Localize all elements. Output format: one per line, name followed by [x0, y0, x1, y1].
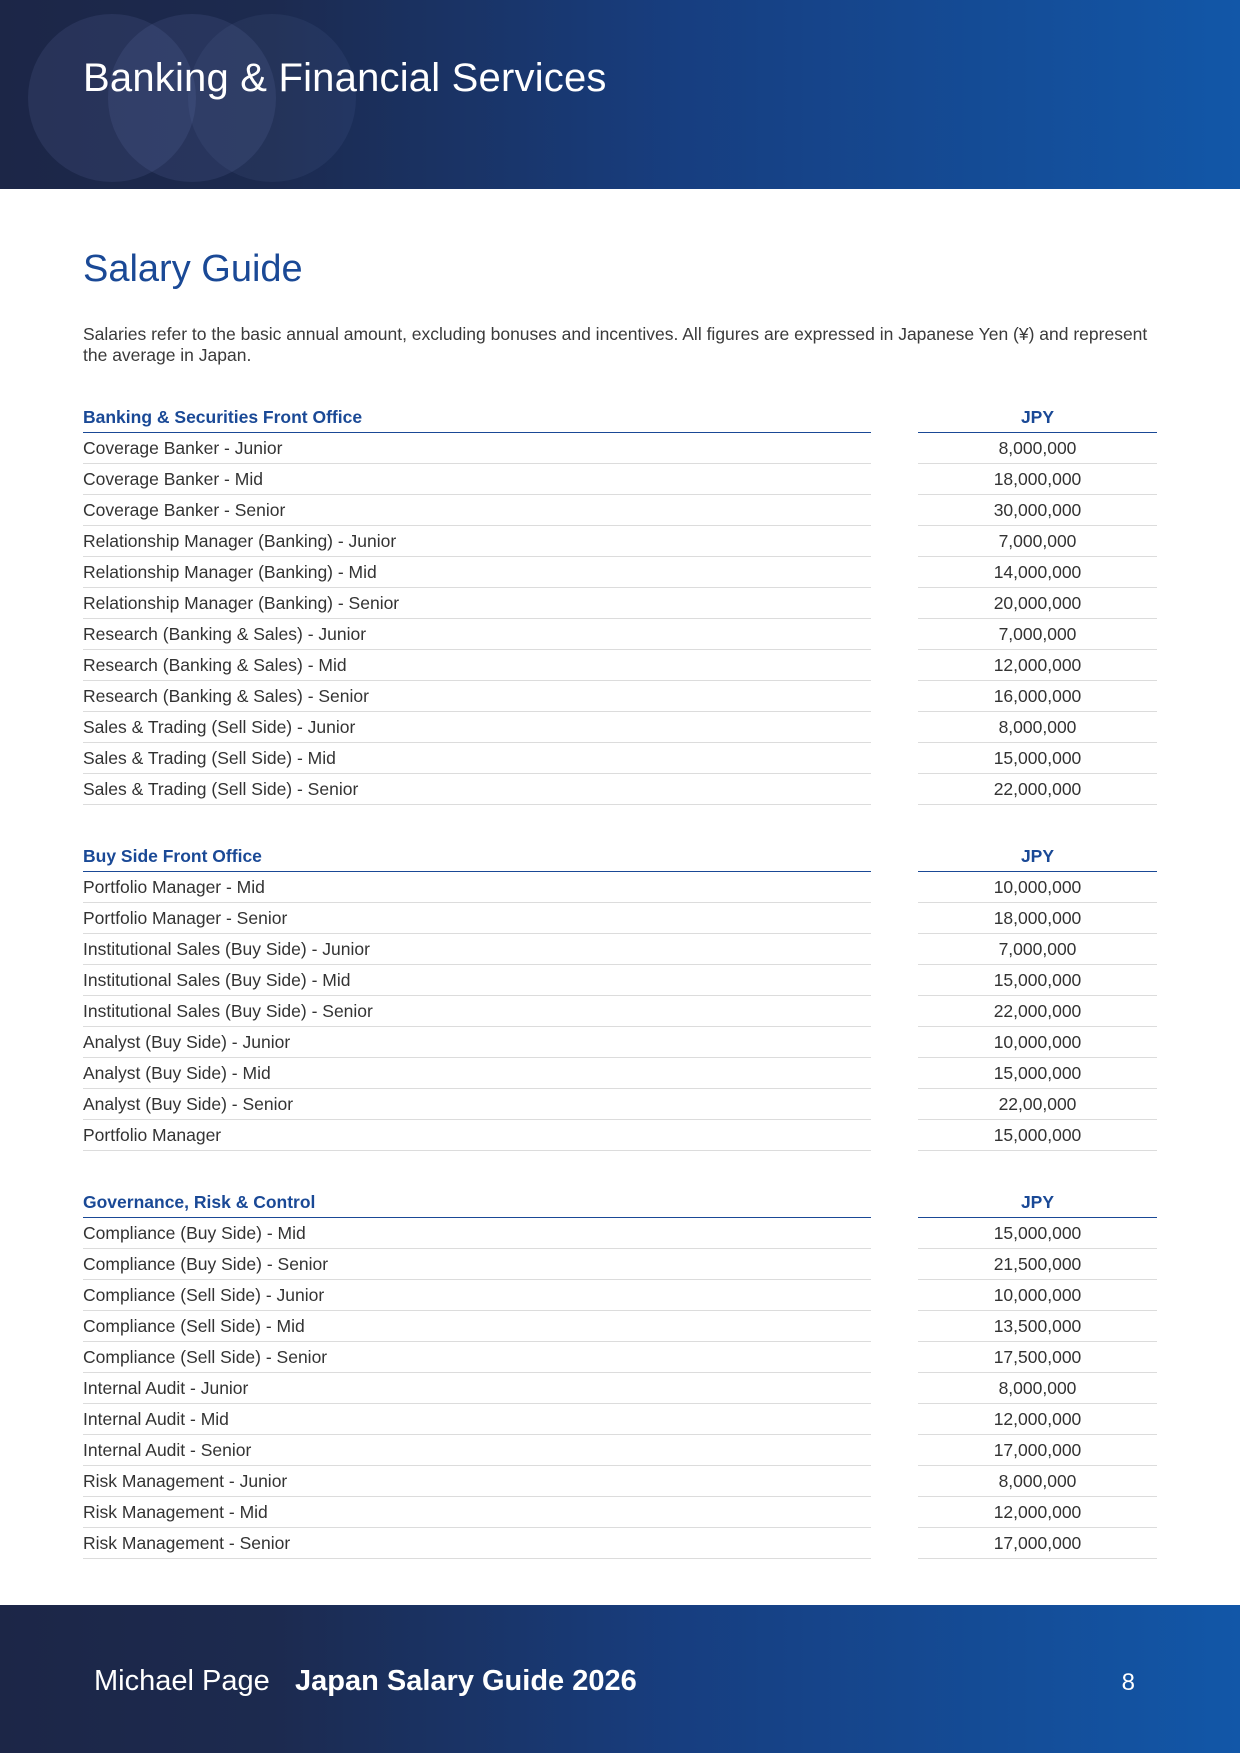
table-row [83, 1466, 1157, 1497]
table-row [83, 1373, 1157, 1404]
section-heading: Buy Side Front Office [83, 841, 871, 872]
currency-header: JPY [918, 402, 1157, 433]
table-row [83, 712, 1157, 743]
page-title: Salary Guide [83, 248, 303, 290]
salary-section [83, 402, 1157, 805]
table-row [83, 588, 1157, 619]
salary-value: 7,000,000 [918, 619, 1157, 650]
table-row [83, 1218, 1157, 1249]
salary-value: 18,000,000 [918, 903, 1157, 934]
salary-section [83, 841, 1157, 1151]
table-row [83, 526, 1157, 557]
role-name: Coverage Banker - Junior [83, 433, 871, 464]
table-row [83, 619, 1157, 650]
table-row [83, 1404, 1157, 1435]
section-heading: Banking & Securities Front Office [83, 402, 871, 433]
section-header-row [83, 1187, 1157, 1218]
table-row [83, 1120, 1157, 1151]
role-name: Analyst (Buy Side) - Junior [83, 1027, 871, 1058]
salary-value: 22,000,000 [918, 774, 1157, 805]
salary-value: 16,000,000 [918, 681, 1157, 712]
salary-value: 15,000,000 [918, 1058, 1157, 1089]
table-row [83, 1027, 1157, 1058]
role-name: Sales & Trading (Sell Side) - Senior [83, 774, 871, 805]
role-name: Internal Audit - Junior [83, 1373, 871, 1404]
salary-value: 8,000,000 [918, 433, 1157, 464]
table-row [83, 1249, 1157, 1280]
salary-value: 10,000,000 [918, 1280, 1157, 1311]
role-name: Institutional Sales (Buy Side) - Mid [83, 965, 871, 996]
role-name: Analyst (Buy Side) - Mid [83, 1058, 871, 1089]
salary-value: 22,000,000 [918, 996, 1157, 1027]
role-name: Research (Banking & Sales) - Mid [83, 650, 871, 681]
table-row [83, 1311, 1157, 1342]
table-row [83, 872, 1157, 903]
table-row [83, 1089, 1157, 1120]
table-row [83, 774, 1157, 805]
salary-value: 17,000,000 [918, 1528, 1157, 1559]
role-name: Compliance (Sell Side) - Mid [83, 1311, 871, 1342]
salary-value: 14,000,000 [918, 557, 1157, 588]
section-heading: Governance, Risk & Control [83, 1187, 871, 1218]
salary-value: 17,500,000 [918, 1342, 1157, 1373]
table-row [83, 557, 1157, 588]
role-name: Sales & Trading (Sell Side) - Junior [83, 712, 871, 743]
role-name: Risk Management - Mid [83, 1497, 871, 1528]
salary-tables [83, 402, 1157, 1559]
salary-value: 10,000,000 [918, 1027, 1157, 1058]
currency-header: JPY [918, 841, 1157, 872]
role-name: Compliance (Buy Side) - Mid [83, 1218, 871, 1249]
role-name: Risk Management - Senior [83, 1528, 871, 1559]
role-name: Compliance (Sell Side) - Senior [83, 1342, 871, 1373]
role-name: Coverage Banker - Mid [83, 464, 871, 495]
role-name: Research (Banking & Sales) - Senior [83, 681, 871, 712]
salary-value: 12,000,000 [918, 1497, 1157, 1528]
role-name: Internal Audit - Senior [83, 1435, 871, 1466]
salary-value: 13,500,000 [918, 1311, 1157, 1342]
table-row [83, 1497, 1157, 1528]
salary-value: 15,000,000 [918, 965, 1157, 996]
table-row [83, 650, 1157, 681]
salary-value: 7,000,000 [918, 526, 1157, 557]
table-row [83, 903, 1157, 934]
salary-value: 30,000,000 [918, 495, 1157, 526]
table-row [83, 433, 1157, 464]
section-header-row [83, 841, 1157, 872]
table-row [83, 464, 1157, 495]
role-name: Relationship Manager (Banking) - Junior [83, 526, 871, 557]
role-name: Institutional Sales (Buy Side) - Junior [83, 934, 871, 965]
table-row [83, 681, 1157, 712]
salary-value: 8,000,000 [918, 1373, 1157, 1404]
role-name: Compliance (Buy Side) - Senior [83, 1249, 871, 1280]
salary-value: 15,000,000 [918, 1120, 1157, 1151]
salary-value: 20,000,000 [918, 588, 1157, 619]
intro-paragraph: Salaries refer to the basic annual amount, excluding bonuses and incentives. All figures are expressed in Japanese Yen (¥) and represent the average in Japan. [83, 324, 1148, 365]
section-header-row [83, 402, 1157, 433]
salary-value: 15,000,000 [918, 743, 1157, 774]
page-footer [0, 1605, 1240, 1753]
salary-value: 8,000,000 [918, 1466, 1157, 1497]
table-row [83, 495, 1157, 526]
salary-value: 21,500,000 [918, 1249, 1157, 1280]
role-name: Portfolio Manager - Senior [83, 903, 871, 934]
role-name: Analyst (Buy Side) - Senior [83, 1089, 871, 1120]
role-name: Sales & Trading (Sell Side) - Mid [83, 743, 871, 774]
salary-value: 8,000,000 [918, 712, 1157, 743]
role-name: Portfolio Manager - Mid [83, 872, 871, 903]
salary-value: 12,000,000 [918, 1404, 1157, 1435]
main-content [83, 244, 1157, 1559]
table-row [83, 965, 1157, 996]
brand-name: Michael Page [94, 1665, 270, 1697]
table-row [83, 743, 1157, 774]
salary-value: 18,000,000 [918, 464, 1157, 495]
role-name: Institutional Sales (Buy Side) - Senior [83, 996, 871, 1027]
salary-value: 7,000,000 [918, 934, 1157, 965]
header-title: Banking & Financial Services [83, 56, 607, 100]
salary-section [83, 1187, 1157, 1559]
role-name: Internal Audit - Mid [83, 1404, 871, 1435]
page-number: 8 [1121, 1669, 1135, 1696]
salary-value: 22,00,000 [918, 1089, 1157, 1120]
table-row [83, 996, 1157, 1027]
salary-value: 12,000,000 [918, 650, 1157, 681]
page-header [0, 0, 1240, 189]
salary-value: 17,000,000 [918, 1435, 1157, 1466]
role-name: Relationship Manager (Banking) - Senior [83, 588, 871, 619]
role-name: Research (Banking & Sales) - Junior [83, 619, 871, 650]
table-row [83, 1280, 1157, 1311]
table-row [83, 1528, 1157, 1559]
role-name: Compliance (Sell Side) - Junior [83, 1280, 871, 1311]
salary-value: 10,000,000 [918, 872, 1157, 903]
salary-value: 15,000,000 [918, 1218, 1157, 1249]
guide-title: Japan Salary Guide 2026 [295, 1665, 637, 1697]
currency-header: JPY [918, 1187, 1157, 1218]
table-row [83, 1435, 1157, 1466]
role-name: Relationship Manager (Banking) - Mid [83, 557, 871, 588]
table-row [83, 1342, 1157, 1373]
role-name: Risk Management - Junior [83, 1466, 871, 1497]
role-name: Coverage Banker - Senior [83, 495, 871, 526]
table-row [83, 1058, 1157, 1089]
table-row [83, 934, 1157, 965]
role-name: Portfolio Manager [83, 1120, 871, 1151]
